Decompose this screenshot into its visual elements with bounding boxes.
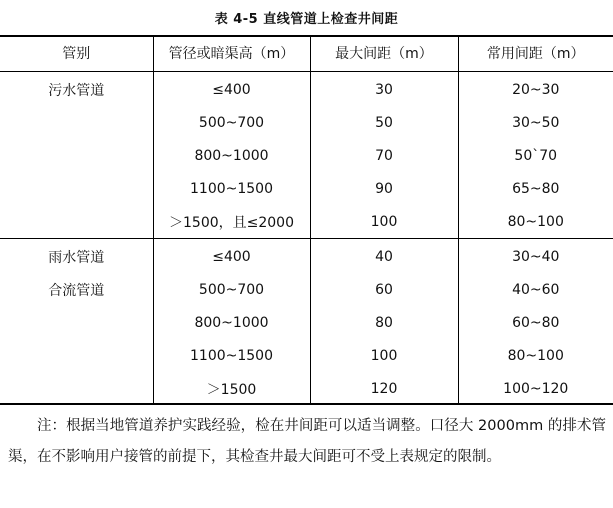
header-row — [0, 35, 613, 72]
inspection-well-spacing-table — [0, 35, 613, 405]
table-row — [0, 205, 613, 239]
table-row — [0, 106, 613, 139]
diameter-cell: ≤400 — [153, 239, 310, 274]
pipe-type-empty — [0, 306, 153, 339]
pipe-type-combined: 合流管道 — [48, 282, 105, 299]
table-note: 注：根据当地管道养护实践经验，检在井间距可以适当调整。口径大 2000mm 的排术管渠，在不影响用户接管的前提下，其检查井最大间距可不受上表规定的限制。 — [8, 418, 606, 465]
pipe-type-empty — [0, 106, 153, 139]
common-spacing-cell: 30~40 — [458, 239, 613, 274]
max-spacing-cell: 40 — [310, 239, 458, 274]
table-row — [0, 72, 613, 107]
pipe-type-stormwater: 雨水管道 — [0, 239, 153, 274]
table-row — [0, 339, 613, 372]
common-spacing-cell: 80~100 — [458, 339, 613, 372]
max-spacing-cell: 100 — [310, 339, 458, 372]
pipe-type-empty — [0, 339, 153, 372]
max-spacing-cell: 70 — [310, 139, 458, 172]
diameter-cell: 800~1000 — [153, 306, 310, 339]
pipe-type-empty — [0, 139, 153, 172]
diameter-cell: ＞1500 — [153, 372, 310, 405]
table-row — [0, 306, 613, 339]
table-row — [0, 273, 613, 306]
max-spacing-cell: 80 — [310, 306, 458, 339]
table-title: 表 4-5 直线管道上检查井间距 — [214, 12, 399, 27]
pipe-type-empty — [0, 372, 153, 405]
header-common-spacing: 常用间距（m） — [458, 35, 613, 72]
max-spacing-cell: 50 — [310, 106, 458, 139]
diameter-cell: 500~700 — [153, 273, 310, 306]
diameter-cell: 800~1000 — [153, 139, 310, 172]
common-spacing-cell: 80~100 — [458, 205, 613, 239]
max-spacing-cell: 100 — [310, 205, 458, 239]
header-max-spacing: 最大间距（m） — [310, 35, 458, 72]
common-spacing-cell: 60~80 — [458, 306, 613, 339]
common-spacing-cell: 100~120 — [458, 372, 613, 405]
pipe-type-empty — [0, 205, 153, 239]
max-spacing-cell: 90 — [310, 172, 458, 205]
diameter-cell: ＞1500，且≤2000 — [153, 205, 310, 239]
table-row — [0, 172, 613, 205]
common-spacing-cell: 30~50 — [458, 106, 613, 139]
common-spacing-cell: 40~60 — [458, 273, 613, 306]
pipe-type-empty — [0, 172, 153, 205]
diameter-cell: 1100~1500 — [153, 339, 310, 372]
max-spacing-cell: 60 — [310, 273, 458, 306]
table-row — [0, 139, 613, 172]
max-spacing-cell: 120 — [310, 372, 458, 405]
table-row — [0, 239, 613, 274]
diameter-cell: 1100~1500 — [153, 172, 310, 205]
header-diameter: 管径或暗渠高（m） — [153, 35, 310, 72]
common-spacing-cell: 65~80 — [458, 172, 613, 205]
diameter-cell: 500~700 — [153, 106, 310, 139]
pipe-type-sewage: 污水管道 — [0, 72, 153, 107]
table-row — [0, 372, 613, 405]
common-spacing-cell: 20~30 — [458, 72, 613, 107]
max-spacing-cell: 30 — [310, 72, 458, 107]
header-pipe-type: 管别 — [62, 46, 91, 62]
common-spacing-cell: 50`70 — [458, 139, 613, 172]
diameter-cell: ≤400 — [153, 72, 310, 107]
